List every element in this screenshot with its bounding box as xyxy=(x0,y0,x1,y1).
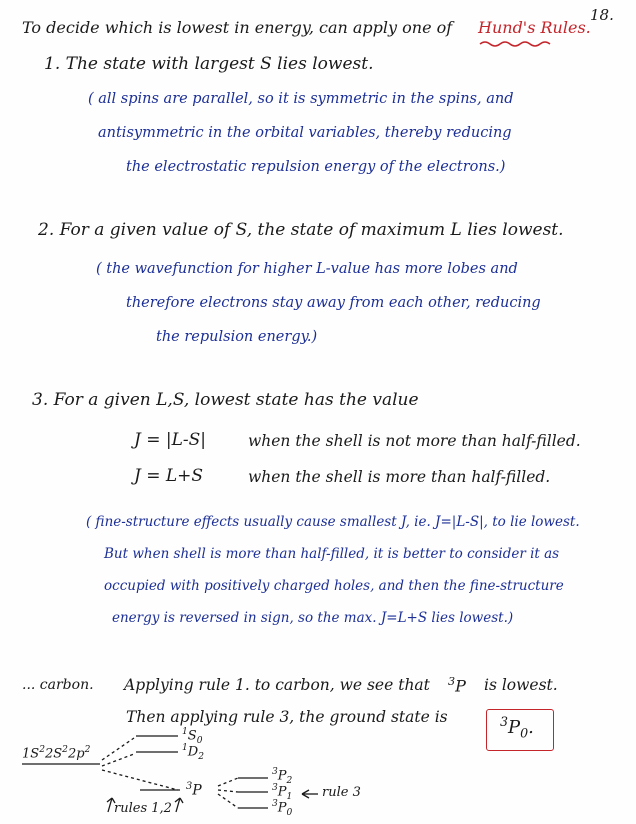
rule1-note-line1: ( all spins are parallel, so it is symmetric in the spins, and xyxy=(88,91,514,107)
rule3-formula-1: J = |L-S| xyxy=(134,430,207,450)
rule1-note-line3: the electrostatic repulsion energy of the electrons.) xyxy=(126,159,506,175)
rule3-formula-2: J = L+S xyxy=(134,466,204,486)
sublevel-3P2: $^3P_2$ xyxy=(272,767,293,786)
rule1-text: 1. The state with largest S lies lowest. xyxy=(44,54,374,74)
electron-configuration: $1S^22S^22p^2$ xyxy=(22,745,91,762)
rule1-note-line2: antisymmetric in the orbital variables, thereby reducing xyxy=(98,125,512,141)
ground-state-term: $^3P_0$. xyxy=(500,714,534,741)
rule2-text: 2. For a given value of S, the state of maximum L lies lowest. xyxy=(38,220,564,240)
rule3-note-line3: occupied with positively charged holes, and then the fine-structure xyxy=(104,578,564,594)
rule3-text: 3. For a given L,S, lowest state has the value xyxy=(32,390,419,410)
rule3-arrow-label: rule 3 xyxy=(322,785,361,800)
carbon-line2: Then applying rule 3, the ground state is xyxy=(126,708,448,726)
carbon-prefix: ... carbon. xyxy=(22,677,94,693)
intro-text: To decide which is lowest in energy, can apply one of xyxy=(22,18,453,37)
sublevel-3P1: $^3P_1$ xyxy=(272,783,293,802)
rule2-note-line2: therefore electrons stay away from each other, reducing xyxy=(126,295,541,311)
rule2-note-line3: the repulsion energy.) xyxy=(156,329,318,345)
carbon-line1-end: is lowest. xyxy=(484,676,558,694)
rule3-condition-2: when the shell is more than half-filled. xyxy=(248,468,551,486)
sublevel-3P0: $^3P_0$ xyxy=(272,799,293,818)
rule3-note-line1: ( fine-structure effects usually cause smallest J, ie. J=|L-S|, to lie lowest. xyxy=(86,514,580,530)
page-number: 18. xyxy=(590,6,614,24)
carbon-line1: Applying rule 1. to carbon, we see that xyxy=(124,676,430,694)
rule2-note-line1: ( the wavefunction for higher L-value has more lobes and xyxy=(96,261,518,277)
level-3P: $^3$P xyxy=(186,781,202,799)
rule3-note-line2: But when shell is more than half-filled, it is better to consider it as xyxy=(104,546,560,562)
hunds-rules-label: Hund's Rules. xyxy=(478,18,591,37)
rule3-condition-1: when the shell is not more than half-filled. xyxy=(248,432,581,450)
carbon-term-3P: $^3$P xyxy=(448,675,466,696)
rule3-note-line4: energy is reversed in sign, so the max. J=L+S lies lowest.) xyxy=(112,610,514,626)
rules12-label: rules 1,2 xyxy=(114,801,172,816)
level-1S0: $^1S_0$ xyxy=(182,727,203,746)
level-1D2: $^1D_2$ xyxy=(182,743,205,762)
